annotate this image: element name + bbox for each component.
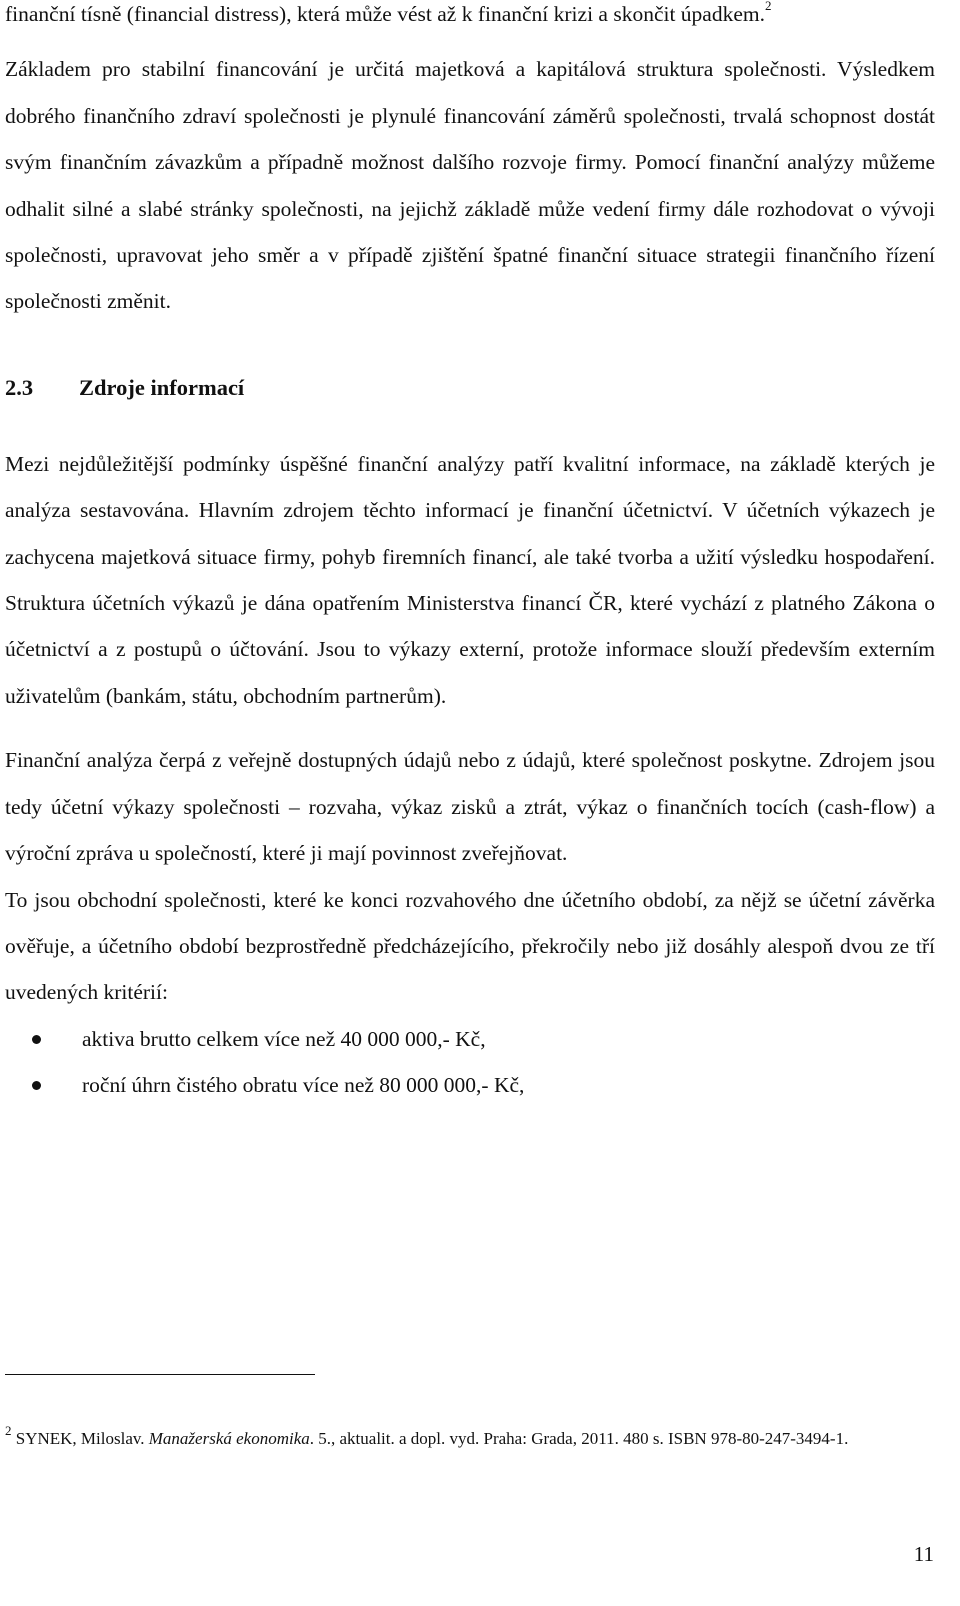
list-item: roční úhrn čistého obratu více než 80 000 000,- Kč, [5, 1062, 935, 1108]
section-title: Zdroje informací [79, 374, 245, 400]
paragraph-financing: Základem pro stabilní financování je určitá majetková a kapitálová struktura společnosti. Výsledkem dobrého finančního zdraví společnosti je plynulé financování záměrů společnosti, trvalá schopnost dostát svým finančním závazkům a případně možnost dalšího rozvoje firmy. Pomocí finanční analýzy můžeme odhalit silné a slabé stránky společnosti, na jejichž základě může vedení firmy dále rozhodovat o vývoji společnosti, upravovat jeho směr a v případě zjištění špatné finanční situace strategii finančního řízení společnosti změnit. [5, 57, 935, 314]
list-item: aktiva brutto celkem více než 40 000 000,- Kč, [5, 1016, 935, 1062]
section-heading [5, 365, 935, 411]
section-number: 2.3 [5, 374, 34, 400]
paragraph-sources: Finanční analýza čerpá z veřejně dostupných údajů nebo z údajů, které společnost poskytne. Zdrojem jsou tedy účetní výkazy společnosti – rozvaha, výkaz zisků a ztrát, výkaz o finančních tocích (cash-flow) a výroční zpráva u společností, které ji mají povinnost zveřejňovat. [5, 748, 935, 866]
footnote-ref[interactable]: 2 [765, 0, 772, 13]
bullet-icon [32, 1035, 41, 1044]
footnote [5, 1424, 925, 1454]
page-number: 11 [913, 1542, 934, 1566]
footnote-divider [5, 1374, 315, 1375]
paragraph-information: Mezi nejdůležitější podmínky úspěšné finanční analýzy patří kvalitní informace, na základě kterých je analýza sestavována. Hlavním zdrojem těchto informací je finanční účetnictví. V účetních výkazech je zachycena majetková situace firmy, pohyb firemních financí, ale také tvorba a užití výsledku hospodaření. Struktura účetních výkazů je dána opatřením Ministerstva financí ČR, které vychází z platného Zákona o účetnictví a z postupů o účtování. Jsou to výkazy externí, protože informace slouží především externím uživatelům (bankám, státu, obchodním partnerům). [5, 451, 935, 708]
paragraph-distress: finanční tísně (financial distress), která může vést až k finanční krizi a skončit úpadkem.$^2$ [5, 0, 772, 26]
criteria-list [5, 1016, 935, 1109]
paragraph-companies: To jsou obchodní společnosti, které ke konci rozvahového dne účetního období, za nějž se účetní závěrka ověřuje, a účetního období bezprostředně předcházejícího, překročily nebo již dosáhly alespoň dvou ze tří uvedených kritérií: [5, 887, 935, 1005]
footnote-author: SYNEK, Miloslav. [15, 1429, 145, 1448]
bullet-icon [32, 1081, 41, 1090]
footnote-title: Manažerská ekonomika [148, 1429, 310, 1448]
document-page [5, 0, 935, 1109]
footnote-details: . 5., aktualit. a dopl. vyd. Praha: Grada, 2011. 480 s. ISBN 978-80-247-3494-1. [309, 1429, 849, 1448]
footnote-mark: 2 [5, 1423, 12, 1438]
